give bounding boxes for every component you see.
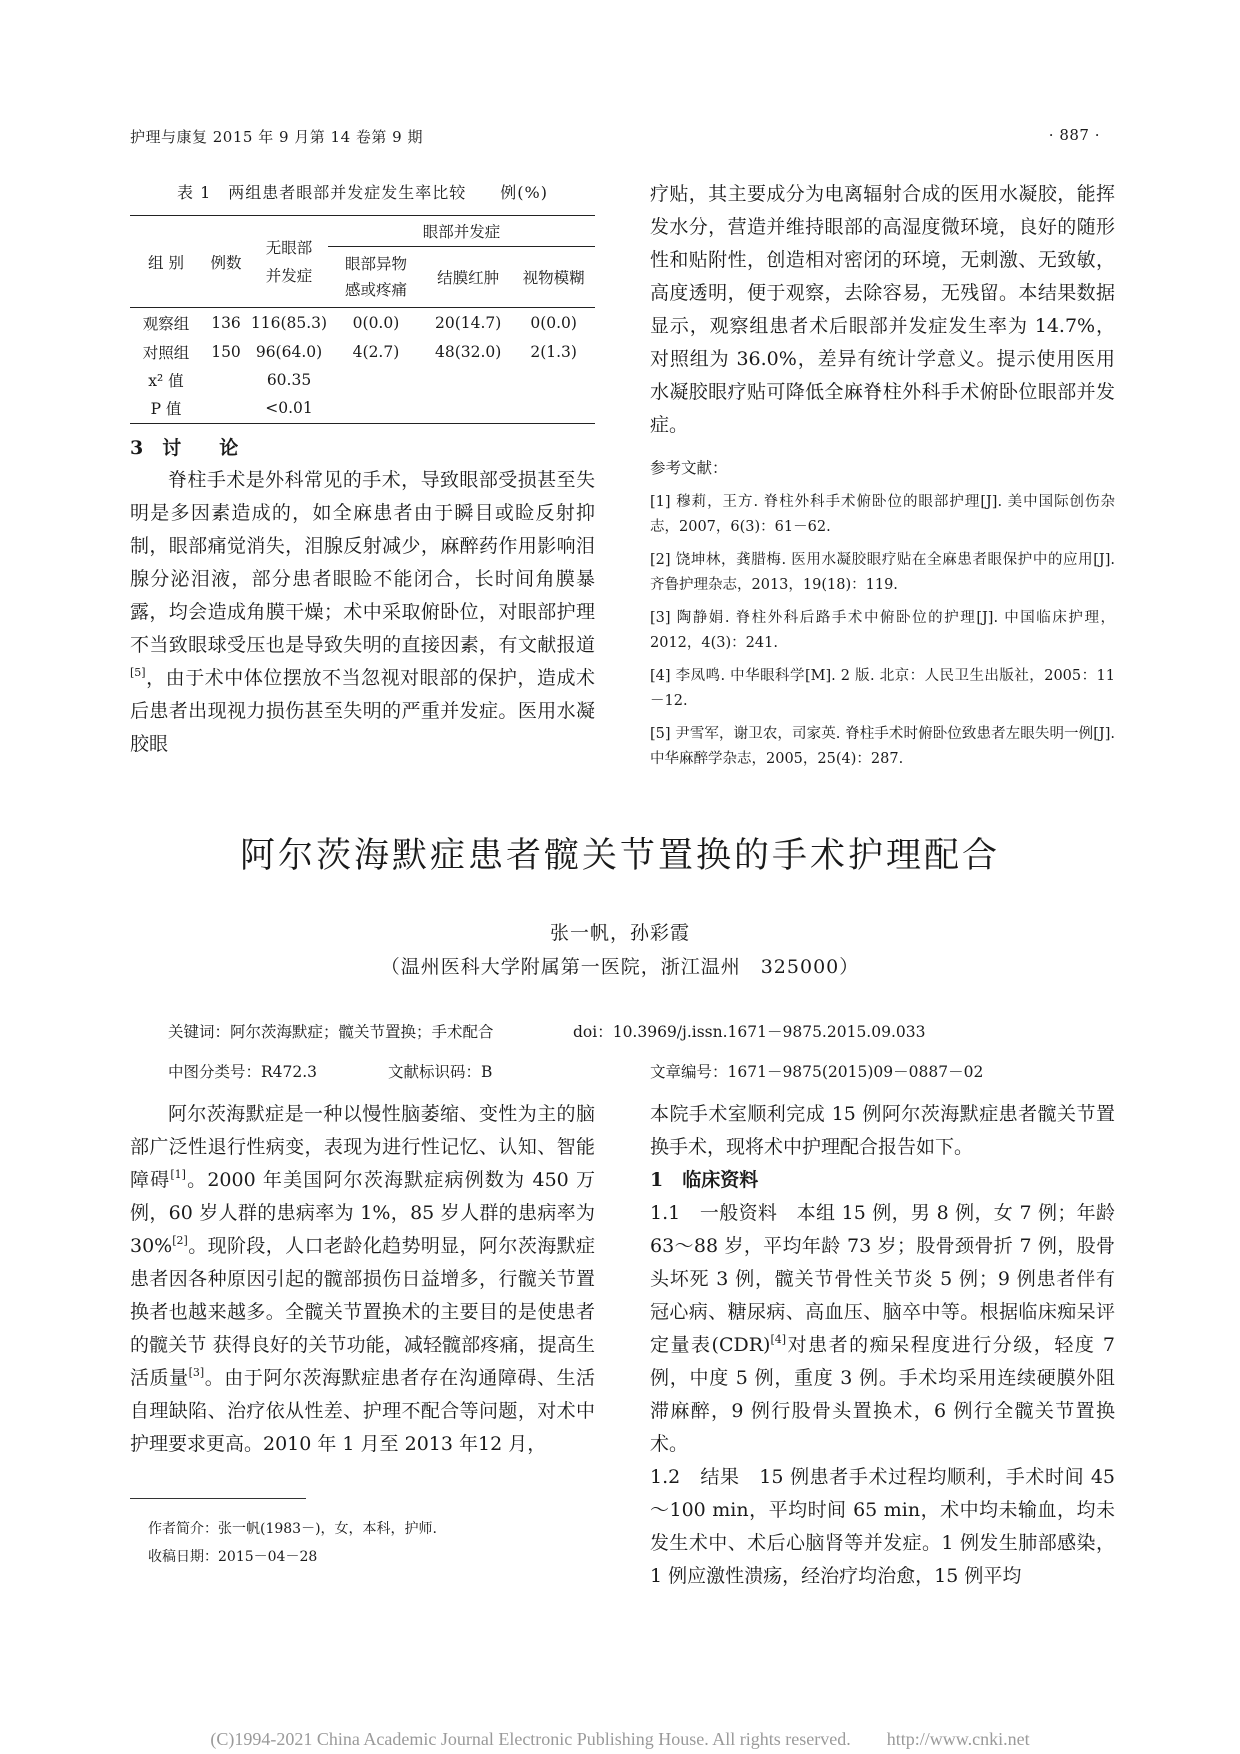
intro-section — [130, 1098, 595, 1461]
page-number: · 887 · — [1048, 126, 1100, 144]
table-row — [130, 308, 595, 338]
citation: [2] — [172, 1234, 188, 1247]
cell: 150 — [211, 342, 241, 361]
cell: 96(64.0) — [255, 342, 323, 361]
table-row — [130, 366, 595, 394]
section-heading: 3 讨 论 — [130, 437, 239, 459]
text: 。由于阿尔茨海默症患者存在沟通障碍、生活自理缺陷、治疗依从性差、护理不配合等问题，对术中护理要求更高。2010 年 1 月至 2013 年12 月， — [130, 1367, 595, 1455]
received-date: 收稿日期：2015－04－28 — [148, 1549, 318, 1565]
col-cases: 例数 — [210, 253, 242, 272]
section-heading: 1 临床资料 — [650, 1169, 759, 1191]
right-column-top — [650, 178, 1115, 780]
cell: 20(14.7) — [434, 313, 502, 332]
reference-item: [5] 尹雪军，谢卫农，司家英. 脊柱手术时俯卧位致患者左眼失明一例[J]. 中华麻醉学杂志，2005，25(4)：287. — [650, 726, 1115, 767]
discussion-paragraph — [130, 464, 595, 761]
cell: 0(0.0) — [352, 313, 400, 332]
p-value: <0.01 — [265, 399, 313, 418]
citation: [4] — [770, 1333, 787, 1346]
col-none — [250, 216, 328, 308]
complication-table — [130, 215, 595, 424]
text: ，由于术中体位摆放不当忽视对眼部的保护，造成术后患者出现视力损伤甚至失明的严重并发症。医用水凝胶眼 — [130, 667, 595, 755]
cell: 136 — [211, 313, 241, 332]
authors: 张一帆，孙彩霞 — [549, 922, 690, 944]
reference-item: [2] 饶坤林，龚腊梅. 医用水凝胶眼疗贴在全麻患者眼保护中的应用[J]. 齐鲁护理杂志，2013，19(18)：119. — [650, 552, 1115, 593]
text: 1.1 一般资料 本组 15 例，男 8 例，女 7 例；年龄 63～88 岁，平均年龄 73 岁；股骨颈骨折 7 例，股骨头坏死 3 例，髋关节骨性关节炎 5 例；9 例患者伴有冠心病、糖尿病、高血压、脑卒中等。根据临床痴呆评定量表(CDR) — [650, 1202, 1115, 1356]
author-note: 作者简介：张一帆(1983－)，女，本科，护师. — [148, 1521, 438, 1537]
cell: 2(1.3) — [530, 342, 577, 361]
col-foreign-label: 眼部异物感或疼痛 — [344, 255, 407, 299]
table-row — [130, 338, 595, 366]
copyright-footer: (C)1994-2021 China Academic Journal Electronic Publishing House. All rights reserved. http://www.cnki.net — [210, 1729, 1030, 1749]
text: 对患者的痴呆程度进行分级，轻度 7 例，中度 5 例，重度 3 例。手术均采用连续硬膜外阻滞麻醉，9 例行股骨头置换术，6 例行全髋关节置换术。 — [650, 1334, 1115, 1455]
cell: 对照组 — [142, 343, 190, 362]
article-title: 阿尔茨海默症患者髋关节置换的手术护理配合 — [239, 836, 1000, 876]
intro-paragraph — [130, 1098, 595, 1461]
affiliation: （温州医科大学附属第一医院，浙江温州 325000） — [380, 956, 860, 978]
references-title: 参考文献： — [650, 459, 728, 477]
table-row — [130, 394, 595, 424]
col-foreign — [328, 247, 424, 308]
cell: 4(2.7) — [352, 342, 400, 361]
text: 。现阶段，人口老龄化趋势明显，阿尔茨海默症患者因各种原因引起的髋部损伤日益增多，行髋关节置换者也越来越多。全髋关节置换术的主要目的是使患者的髋关节 获得良好的关节功能，减轻髋部疼痛，提高生活质量 — [130, 1235, 595, 1389]
document-code: 文献标识码：B — [388, 1063, 493, 1081]
doi: doi：10.3969/j.issn.1671－9875.2015.09.033 — [573, 1023, 926, 1041]
table-caption: 表 1 两组患者眼部并发症发生率比较 例(%) — [177, 183, 548, 202]
article-number: 文章编号：1671－9875(2015)09－0887－02 — [650, 1063, 984, 1081]
citation: [3] — [188, 1366, 205, 1379]
col-blur: 视物模糊 — [522, 269, 585, 287]
cell: 0(0.0) — [530, 313, 577, 332]
cell: 观察组 — [142, 314, 190, 333]
reference-item: [1] 穆莉，王方. 脊柱外科手术俯卧位的眼部护理[J]. 美中国际创伤杂志，2007，6(3)：61－62. — [650, 494, 1115, 535]
col-group: 组 别 — [148, 253, 184, 272]
clc-number: 中图分类号：R472.3 — [168, 1063, 318, 1081]
cell: 116(85.3) — [250, 313, 328, 332]
discussion-section — [130, 432, 595, 761]
keywords: 关键词：阿尔茨海默症；髋关节置换；手术配合 — [168, 1023, 494, 1041]
col-none-label: 无眼部并发症 — [265, 238, 313, 285]
citation: [5] — [130, 666, 146, 679]
general-data-paragraph — [650, 1197, 1115, 1461]
p-label: P 值 — [150, 400, 182, 419]
results-paragraph: 1.2 结果 15 例患者手术过程均顺利，手术时间 45～100 min，平均时间 65 min，术中均未输血，均未发生术中、术后心脑肾等并发症。1 例发生肺部感染，1 例应激性溃疡，经治疗均治愈，15 例平均 — [650, 1466, 1115, 1587]
col-eye-group: 眼部并发症 — [328, 216, 595, 247]
journal-header: 护理与康复 2015 年 9 月第 14 卷第 9 期 — [130, 128, 423, 146]
footnote-rule — [130, 1498, 306, 1499]
table-1 — [130, 180, 595, 424]
cell: 48(32.0) — [434, 342, 502, 361]
reference-item: [3] 陶静娟. 脊柱外科后路手术中俯卧位的护理[J]. 中国临床护理，2012，4(3)：241. — [650, 610, 1115, 651]
chi-label: x² 值 — [148, 371, 184, 390]
citation: [1] — [170, 1168, 186, 1181]
col-conj: 结膜红肿 — [437, 269, 500, 287]
discussion-continued: 疗贴，其主要成分为电离辐射合成的医用水凝胶，能挥发水分，营造并维持眼部的高湿度微环境，良好的随形性和贴附性，创造相对密闭的环境，无刺激、无致敏，高度透明，便于观察，去除容易，无残留。本结果数据显示，观察组患者术后眼部并发症发生率为 14.7%，对照组为 36.0%，差异有统计学意义。提示使用医用水凝胶眼疗贴可降低全麻脊柱外科手术俯卧位眼部并发症。 — [650, 183, 1115, 436]
chi-value: 60.35 — [266, 370, 312, 389]
intro-continued: 本院手术室顺利完成 15 例阿尔茨海默症患者髋关节置换手术，现将术中护理配合报告如下。 — [650, 1103, 1115, 1158]
right-column-bottom — [650, 1098, 1115, 1593]
text: 脊柱手术是外科常见的手术，导致眼部受损甚至失明是多因素造成的，如全麻患者由于瞬目或睑反射抑制，眼部痛觉消失，泪腺反射减少，麻醉药作用影响泪腺分泌泪液，部分患者眼睑不能闭合，长时间角膜暴露，均会造成角膜干燥；术中采取俯卧位，对眼部护理不当致眼球受压也是导致失明的直接因素，有文献报道 — [130, 469, 595, 656]
text: 阿尔茨海默症是一种以慢性脑萎缩、变性为主的脑部广泛性退行性病变，表现为进行性记忆、认知、智能障碍 — [130, 1103, 595, 1191]
text: 。2000 年美国阿尔茨海默症病例数为 450 万例，60 岁人群的患病率为 1%，85 岁人群的患病率为 30% — [130, 1169, 595, 1257]
reference-item: [4] 李凤鸣. 中华眼科学[M]. 2 版. 北京：人民卫生出版社，2005：11－12. — [650, 668, 1115, 709]
